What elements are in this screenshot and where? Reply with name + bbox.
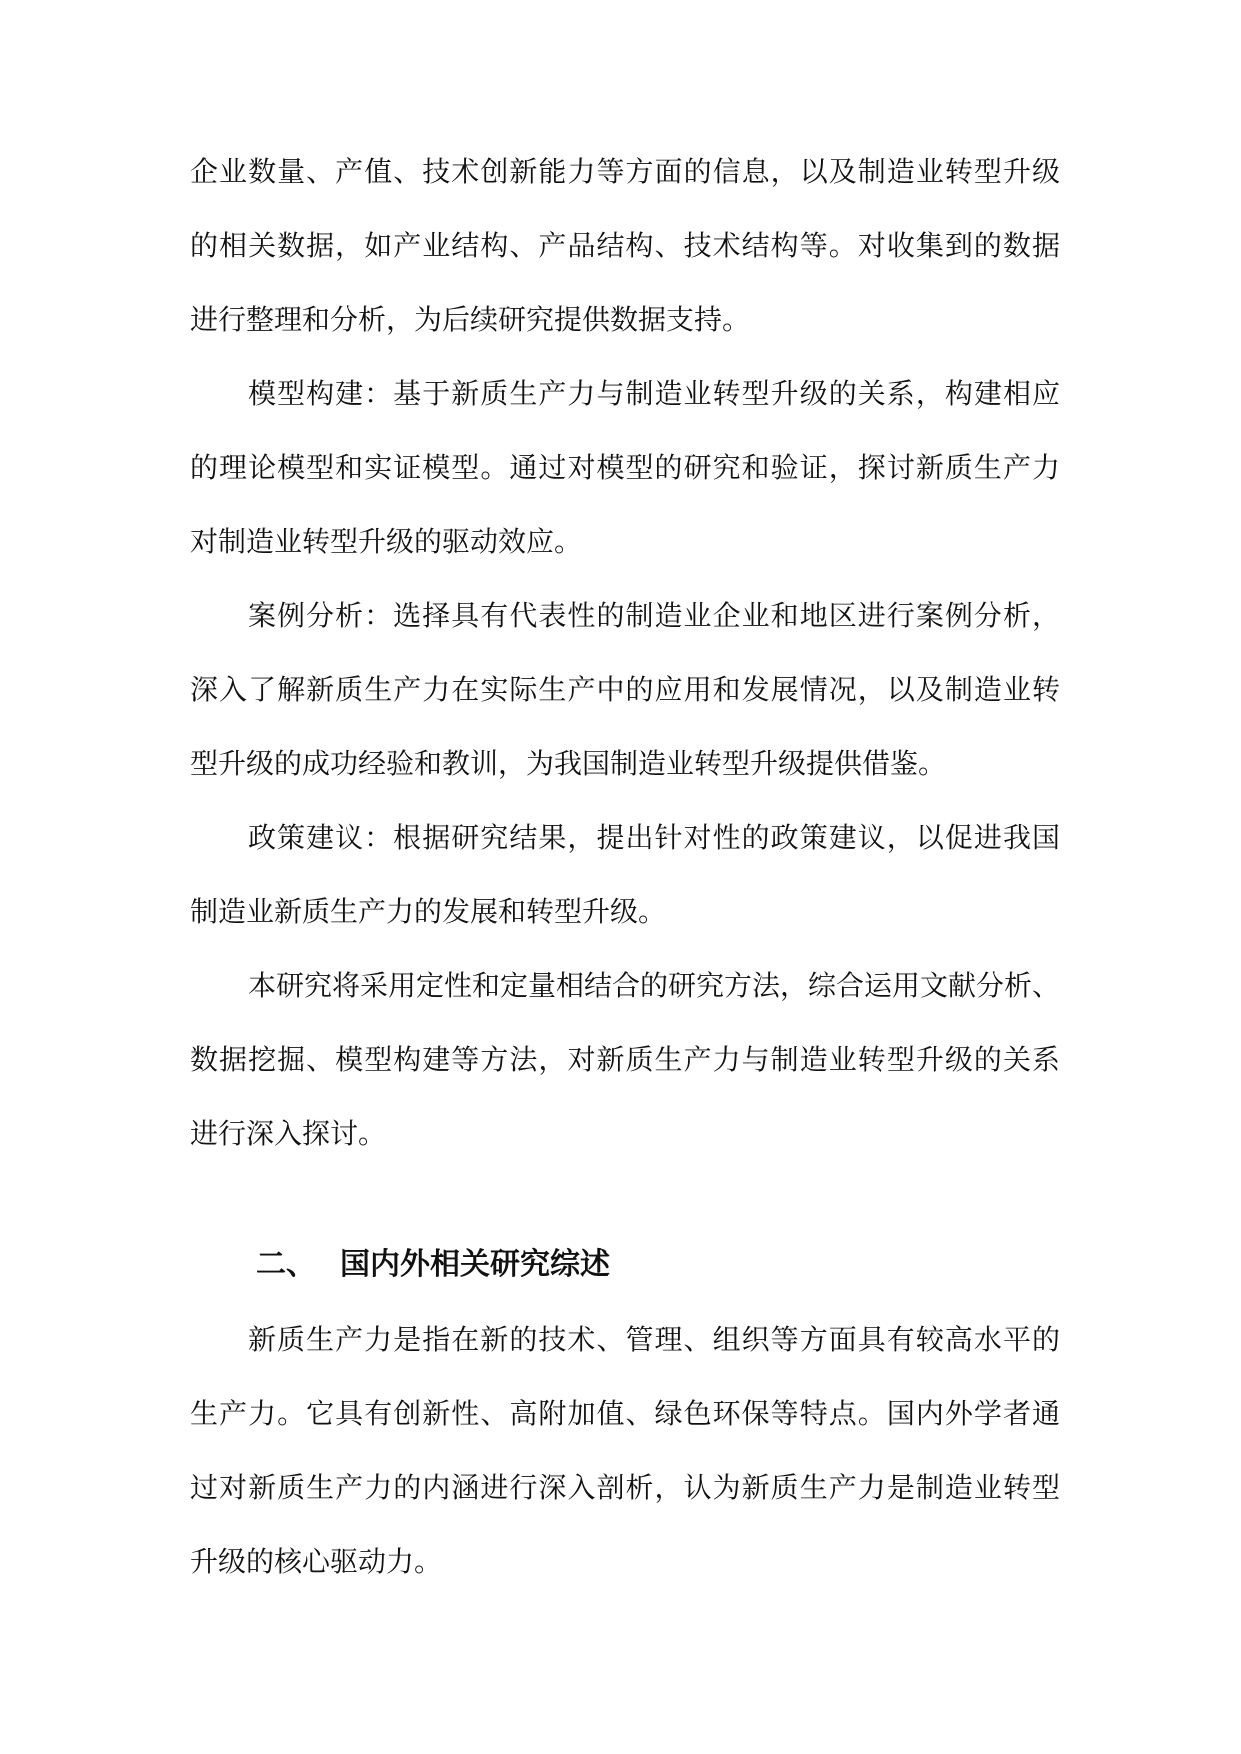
body-text-line: 过对新质生产力的内涵进行深入剖析，认为新质生产力是制造业转型 [190,1471,1060,1504]
section-heading [256,1245,610,1285]
body-text-line: 本研究将采用定性和定量相结合的研究方法，综合运用文献分析、 [248,969,1060,1002]
body-text-line: 生产力。它具有创新性、高附加值、绿色环保等特点。国内外学者通 [190,1397,1060,1430]
body-text-line: 进行整理和分析，为后续研究提供数据支持。 [190,303,751,336]
body-text-line: 的相关数据，如产业结构、产品结构、技术结构等。对收集到的数据 [190,229,1060,262]
body-text-line: 数据挖掘、模型构建等方法，对新质生产力与制造业转型升级的关系 [190,1043,1060,1076]
body-text-line: 制造业新质生产力的发展和转型升级。 [190,895,667,928]
body-text-line: 政策建议：根据研究结果，提出针对性的政策建议，以促进我国 [248,821,1060,854]
section-number: 二、 [256,1247,316,1282]
section-title: 国内外相关研究综述 [340,1247,610,1282]
body-text-line: 型升级的成功经验和教训，为我国制造业转型升级提供借鉴。 [190,747,947,780]
body-text-line: 深入了解新质生产力在实际生产中的应用和发展情况，以及制造业转 [190,673,1060,706]
body-text-line: 升级的核心驱动力。 [190,1545,443,1578]
body-text-line: 进行深入探讨。 [190,1117,387,1150]
body-text-line: 的理论模型和实证模型。通过对模型的研究和验证，探讨新质生产力 [190,451,1060,484]
body-text-line: 新质生产力是指在新的技术、管理、组织等方面具有较高水平的 [248,1323,1060,1356]
body-text-line: 对制造业转型升级的驱动效应。 [190,525,583,558]
body-text-line: 案例分析：选择具有代表性的制造业企业和地区进行案例分析， [248,599,1060,632]
body-text-line: 企业数量、产值、技术创新能力等方面的信息，以及制造业转型升级 [190,155,1060,188]
body-text-line: 模型构建：基于新质生产力与制造业转型升级的关系，构建相应 [248,377,1060,410]
